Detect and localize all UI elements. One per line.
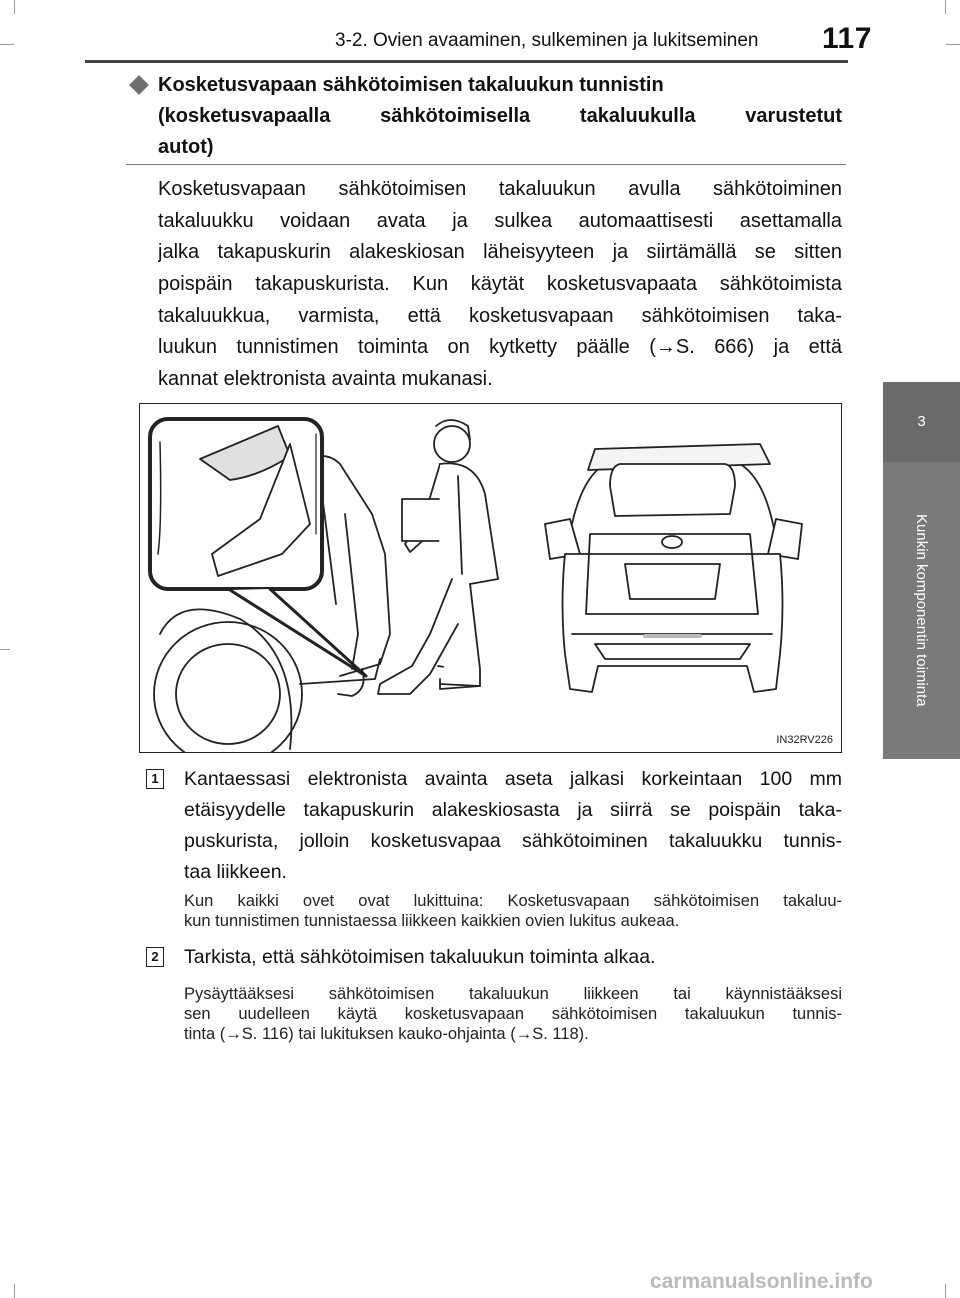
figure-code: IN32RV226 <box>776 734 833 746</box>
heading-line: (kosketusvapaalla sähkötoimisella takaluukulla varustetut <box>158 105 842 127</box>
body-line: kannat elektronista avainta mukanasi. <box>158 368 493 391</box>
step-line: Kantaessasi elektronista avainta aseta jalkasi korkeintaan 100 mm <box>184 768 842 790</box>
step-number-box: 2 <box>146 947 164 967</box>
step-line: puskurista, jolloin kosketusvapaa sähkötoiminen takaluukku tunnis- <box>184 830 842 852</box>
heading-line: Kosketusvapaan sähkötoimisen takaluukun tunnistin <box>158 74 664 96</box>
heading-line: autot) <box>158 136 214 158</box>
chapter-number: 3 <box>883 382 960 462</box>
step-line: etäisyydelle takapuskurin alakeskiosasta ja siirrä se poispäin taka- <box>184 799 842 821</box>
body-line: takaluukkua, varmista, että kosketusvapaan sähkötoimisen taka- <box>158 304 842 327</box>
step-line: taa liikkeen. <box>184 861 287 883</box>
step-1-note <box>184 891 842 931</box>
crop-mark <box>945 0 946 14</box>
step-number-box: 1 <box>146 769 164 789</box>
watermark: carmanualsonline.info <box>650 1270 873 1293</box>
body-line: jalka takapuskurin alakeskiosan läheisyyteen ja siirtämällä se sitten <box>158 241 842 264</box>
note-line: tinta (→S. 116) tai lukituksen kauko-ohjainta (→S. 118). <box>184 1025 589 1043</box>
note-line: sen uudelleen käytä kosketusvapaan sähkötoimisen takaluukun tunnis- <box>184 1005 842 1023</box>
page-number: 117 <box>822 22 872 55</box>
kick-sensor-illustration <box>140 404 842 753</box>
body-line: poispäin takapuskurista. Kun käytät kosketusvapaata sähkötoimista <box>158 273 842 296</box>
crop-mark <box>14 0 15 14</box>
body-line: takaluukku voidaan avata ja sulkea automaattisesti asettamalla <box>158 209 842 232</box>
crop-mark <box>14 1284 15 1298</box>
section-body <box>158 174 842 396</box>
chapter-name: Kunkin komponentin toiminta <box>913 514 930 707</box>
note-line: Kun kaikki ovet ovat lukittuina: Kosketusvapaan sähkötoimisen takaluu- <box>184 892 842 910</box>
chapter-header: 3-2. Ovien avaaminen, sulkeminen ja lukitseminen <box>335 30 759 51</box>
crop-mark <box>946 44 960 45</box>
step-1-text <box>184 764 842 888</box>
step-line: Tarkista, että sähkötoimisen takaluukun toiminta alkaa. <box>184 946 656 968</box>
step-2-note <box>184 984 842 1044</box>
note-line: Pysäyttääksesi sähkötoimisen takaluukun liikkeen tai käynnistääksesi <box>184 985 842 1003</box>
step-2-text <box>184 942 842 973</box>
crop-mark <box>0 44 14 45</box>
header-rule <box>85 60 848 63</box>
body-line: luukun tunnistimen toiminta on kytketty päälle (→S. 666) ja että <box>158 336 842 359</box>
note-line: kun tunnistimen tunnistaessa liikkeen kaikkien ovien lukitus aukeaa. <box>184 912 680 930</box>
section-rule <box>126 164 846 165</box>
diamond-bullet-icon <box>129 75 149 95</box>
illustration-figure <box>139 403 842 753</box>
crop-mark <box>945 1284 946 1298</box>
crop-mark <box>0 649 10 650</box>
body-line: Kosketusvapaan sähkötoimisen takaluukun avulla sähkötoiminen <box>158 178 842 200</box>
chapter-name-label <box>883 462 960 759</box>
